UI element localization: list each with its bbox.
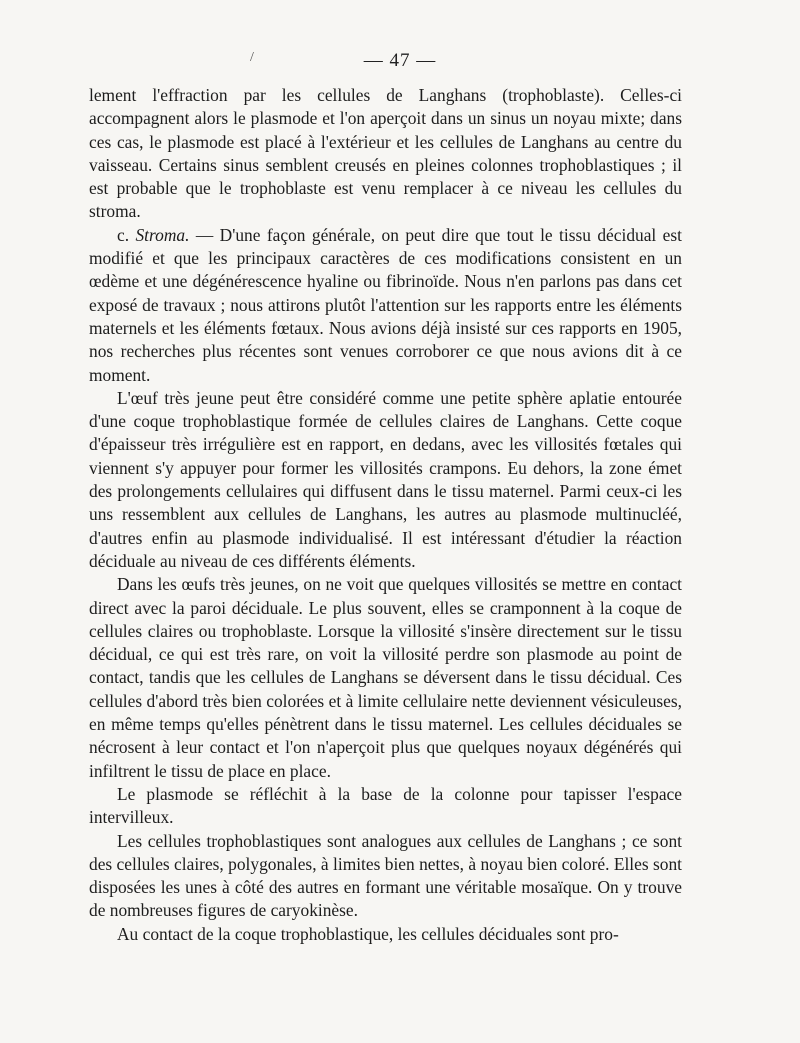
- paragraph-3: L'œuf très jeune peut être considéré comme une petite sphère aplatie entourée d'une coque trophoblastique formée de cellules claires de Langhans. Cette coque d'épaisseur très irrégulière est en rapport, en dedans, avec les villosités fœtales qui viennent s'y appuyer pour former les villosités crampons. Eu dehors, la zone émet des prolongements cellulaires qui diffusent dans le tissu maternel. Parmi ceux-ci les uns ressemblent aux cellules de Langhans, les autres au plasmode multinucléé, d'autres enfin au plasmode individualisé. Il est intéressant d'étudier la réaction déciduale au niveau de ces différents éléments.: [89, 387, 682, 571]
- paragraph-1: lement l'effraction par les cellules de Langhans (trophoblaste). Celles-ci accompagnent alors le plasmode et l'on aperçoit dans un sinus un noyau mixte; dans ces cas, le plasmode est placé à l'extérieur et les cellules de Langhans au centre du vaisseau. Certains sinus semblent creusés en pleines colonnes trophoblastiques ; il est probable que le trophoblaste est venu remplacer à ce niveau les cellules du stroma.: [89, 85, 682, 222]
- page-body: [89, 84, 682, 946]
- paragraph-7: Au contact de la coque trophoblastique, les cellules déciduales sont pro-: [117, 923, 619, 944]
- paragraph-2-stroma: [89, 224, 682, 387]
- section-title-stroma: Stroma.: [135, 224, 190, 245]
- paragraph-6: Les cellules trophoblastiques sont analogues aux cellules de Langhans ; ce sont des cellules claires, polygonales, à limites bien nettes, à noyau bien coloré. Elles sont disposées les unes à côté des autres en formant une véritable mosaïque. On y trouve de nombreuses figures de caryokinèse.: [89, 830, 682, 921]
- page-number: — 47 —: [363, 50, 437, 71]
- section-lead: c.: [117, 224, 136, 245]
- paragraph-4: Dans les œufs très jeunes, on ne voit que quelques villosités se mettre en contact direct avec la paroi déciduale. Le plus souvent, elles se cramponnent à la coque de cellules claires ou trophoblaste. Lorsque la villosité s'insère directement sur le tissu décidual, ce qui est très rare, on voit la villosité perdre son plasmode au point de contact, tandis que les cellules de Langhans se déversent dans le tissu décidual. Ces cellules d'abord très bien colorées et à limite cellulaire nette deviennent vésiculeuses, en même temps qu'elles pénètrent dans le tissu maternel. Les cellules déciduales se nécrosent à leur contact et l'on n'aperçoit plus que quelques noyaux dégénérés qui infiltrent le tissu de place en place.: [89, 574, 682, 781]
- page-header: [0, 50, 800, 72]
- paragraph-2-text: — D'une façon générale, on peut dire que tout le tissu décidual est modifié et que les principaux caractères de ces modifications consistent en un œdème et une dégénérescence hyaline ou fibrinoïde. Nous n'en parlons pas dans cet exposé de travaux ; nous attirons plutôt l'attention sur les rapports entre les éléments maternels et les éléments fœtaux. Nous avions déjà insisté sur ces rapports en 1905, nos recherches plus récentes sont venues corroborer ce que nous avions dit à ce moment.: [89, 224, 682, 385]
- margin-mark: /: [250, 50, 255, 65]
- paragraph-5: Le plasmode se réfléchit à la base de la colonne pour tapisser l'espace intervilleux.: [89, 783, 682, 828]
